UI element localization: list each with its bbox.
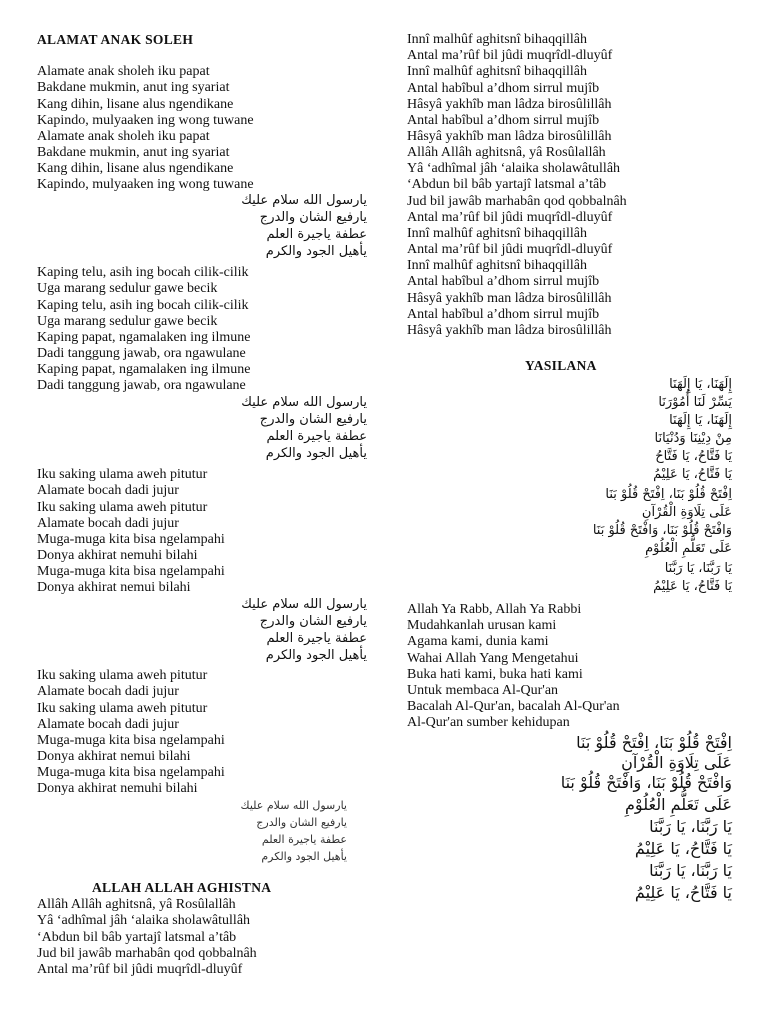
lyric-line: Jud bil jawâb marhabân qod qobbalnâh — [37, 946, 257, 961]
lyric-line: Kang dihin, lisane alus ngendikane — [37, 97, 234, 112]
lyric-line: Alamate bocah dadi jujur — [37, 516, 179, 531]
lyric-line: Antal ma’rûf bil jûdi muqrîdl-dluyûf — [407, 48, 613, 63]
lyric-line: Allâh Allâh aghitsnâ, yâ Rosûlallâh — [407, 145, 606, 160]
lyric-line: Dadi tanggung jawab, ora ngawulane — [37, 378, 246, 393]
arabic-line: يأهيل الجود والكرم — [261, 850, 347, 863]
lyric-line: Antal habîbul a’dhom sirrul mujîb — [407, 307, 600, 322]
lyric-line: Agama kami, dunia kami — [407, 634, 549, 649]
lyric-line: Alamate anak sholeh iku papat — [37, 129, 210, 144]
lyric-line: Antal ma’rûf bil jûdi muqrîdl-dluyûf — [37, 962, 243, 977]
lyric-line: Yâ ‘adhîmal jâh ‘alaika sholawâtullâh — [407, 161, 621, 176]
lyric-line: Iku saking ulama aweh pitutur — [37, 500, 208, 515]
arabic-line: عطفة ياجيرة العلم — [266, 631, 367, 646]
lyric-line: Innî malhûf aghitsnî bihaqqillâh — [407, 64, 588, 79]
lyric-line: Kang dihin, lisane alus ngendikane — [37, 161, 234, 176]
arabic-line: اِفْتَحْ قُلُوْ بَنَا، اِفْتَحْ قُلُوْ بَنَا — [576, 733, 732, 752]
lyric-line: Hâsyâ yakhîb man lâdza birosûlillâh — [407, 323, 612, 338]
lyric-line: Kaping papat, ngamalaken ing ilmune — [37, 362, 251, 377]
arabic-line: إِلَهَنَا، يَا إِلَهَنَا — [669, 413, 732, 428]
lyric-line: Al-Qur'an sumber kehidupan — [407, 715, 570, 730]
arabic-line: يَا فَتَّاحُ، يَا عَلِيْمُ — [653, 579, 732, 594]
arabic-line: عَلَى تَعَلُّمِ الْعُلُوْمِ — [625, 795, 732, 814]
lyric-line: Antal ma’rûf bil jûdi muqrîdl-dluyûf — [407, 242, 613, 257]
lyric-line: Muga-muga kita bisa ngelampahi — [37, 532, 225, 547]
arabic-line: يَا رَبَّنَا، يَا رَبَّنَا — [649, 817, 732, 836]
lyric-line: Uga marang sedulur gawe becik — [37, 281, 218, 296]
lyric-line: Donya akhirat nemuhi bilahi — [37, 781, 198, 796]
arabic-line: عَلَى تِلَاوَةِ الْقُرْآنِ — [641, 505, 732, 520]
lyric-line: Muga-muga kita bisa ngelampahi — [37, 564, 225, 579]
lyric-line: Kaping telu, asih ing bocah cilik-cilik — [37, 298, 249, 313]
arabic-line: إِلَهَنَا، يَا إِلَهَنَا — [669, 377, 732, 392]
lyric-line: Antal habîbul a’dhom sirrul mujîb — [407, 113, 600, 128]
lyric-line: Innî malhûf aghitsnî bihaqqillâh — [407, 258, 588, 273]
arabic-line: يارفيع الشان والدرج — [259, 614, 367, 629]
arabic-line: عَلَى تِلَاوَةِ الْقُرْآنِ — [621, 753, 732, 772]
arabic-line: وَافْتَحْ قُلُوْ بَنَا، وَافْتَحْ قُلُوْ بَنَا — [560, 773, 732, 792]
arabic-line: عطفة ياجيرة العلم — [266, 227, 367, 242]
arabic-line: عَلَى تَعَلُّمِ الْعُلُوْمِ — [645, 541, 732, 556]
lyric-line: Hâsyâ yakhîb man lâdza birosûlillâh — [407, 97, 612, 112]
lyric-line: Antal habîbul a’dhom sirrul mujîb — [407, 81, 600, 96]
arabic-line: يارسول الله سلام عليك — [241, 395, 367, 410]
lyric-line: Bacalah Al-Qur'an, bacalah Al-Qur'an — [407, 699, 620, 714]
lyric-line: Innî malhûf aghitsnî bihaqqillâh — [407, 226, 588, 241]
arabic-line: يَا فَتَّاحُ، يَا عَلِيْمُ — [653, 467, 732, 482]
lyric-line: Untuk membaca Al-Qur'an — [407, 683, 559, 698]
lyric-line: Iku saking ulama aweh pitutur — [37, 668, 208, 683]
lyric-line: Iku saking ulama aweh pitutur — [37, 467, 208, 482]
arabic-line: يأهيل الجود والكرم — [265, 244, 367, 259]
lyric-line: Kaping telu, asih ing bocah cilik-cilik — [37, 265, 249, 280]
arabic-line: يَا فَتَّاحُ، يَا فَتَّاحُ — [655, 449, 732, 464]
lyric-line: Allah Ya Rabb, Allah Ya Rabbi — [407, 602, 582, 617]
lyric-line: Iku saking ulama aweh pitutur — [37, 701, 208, 716]
arabic-line: يَا فَتَّاحُ، يَا عَلِيْمُ — [634, 839, 732, 858]
lyric-line: ‘Abdun bil bâb yartajî latsmal a’tâb — [37, 930, 237, 945]
arabic-line: يأهيل الجود والكرم — [265, 648, 367, 663]
lyric-line: Alamate anak sholeh iku papat — [37, 64, 210, 79]
lyric-line: Buka hati kami, buka hati kami — [407, 667, 583, 682]
lyric-line: Donya akhirat nemui bilahi — [37, 580, 191, 595]
lyric-line: Antal ma’rûf bil jûdi muqrîdl-dluyûf — [407, 210, 613, 225]
arabic-line: يأهيل الجود والكرم — [265, 446, 367, 461]
arabic-line: يارسول الله سلام عليك — [241, 597, 367, 612]
arabic-line: يارفيع الشان والدرج — [259, 210, 367, 225]
arabic-line: يَا رَبَّنَا، يَا رَبَّنَا — [649, 861, 732, 880]
lyric-line: Kaping papat, ngamalaken ing ilmune — [37, 330, 251, 345]
lyric-line: Wahai Allah Yang Mengetahui — [407, 651, 579, 666]
lyric-line: Jud bil jawâb marhabân qod qobbalnâh — [407, 194, 627, 209]
arabic-line: يارفيع الشان والدرج — [256, 816, 347, 829]
lyric-line: Innî malhûf aghitsnî bihaqqillâh — [407, 32, 588, 47]
lyric-line: Alamate bocah dadi jujur — [37, 684, 179, 699]
lyric-line: Donya akhirat nemui bilahi — [37, 749, 191, 764]
title-alamat-anak-soleh: ALAMAT ANAK SOLEH — [37, 32, 194, 47]
arabic-line: يارسول الله سلام عليك — [241, 193, 367, 208]
arabic-line: يَا فَتَّاحُ، يَا عَلِيْمُ — [634, 883, 732, 902]
lyric-line: Kapindo, mulyaaken ing wong tuwane — [37, 177, 254, 192]
lyric-line: Hâsyâ yakhîb man lâdza birosûlillâh — [407, 129, 612, 144]
arabic-line: يارفيع الشان والدرج — [259, 412, 367, 427]
arabic-line: اِفْتَحْ قُلُوْ بَنَا، اِفْتَحْ قُلُوْ بَنَا — [605, 487, 732, 502]
lyric-line: Donya akhirat nemuhi bilahi — [37, 548, 198, 563]
lyric-line: Alamate bocah dadi jujur — [37, 483, 179, 498]
title-allah-allah-aghistna: ALLAH ALLAH AGHISTNA — [92, 880, 272, 895]
lyric-line: Mudahkanlah urusan kami — [407, 618, 557, 633]
lyric-line: Yâ ‘adhîmal jâh ‘alaika sholawâtullâh — [37, 913, 251, 928]
arabic-line: عطفة ياجيرة العلم — [261, 833, 347, 846]
lyric-line: Antal habîbul a’dhom sirrul mujîb — [407, 274, 600, 289]
lyric-line: Uga marang sedulur gawe becik — [37, 314, 218, 329]
lyric-line: Alamate bocah dadi jujur — [37, 717, 179, 732]
arabic-line: وَافْتَحْ قُلُوْ بَنَا، وَافْتَحْ قُلُوْ بَنَا — [592, 523, 732, 538]
arabic-line: يَا رَبَّنَا، يَا رَبَّنَا — [664, 561, 732, 576]
lyric-line: Kapindo, mulyaaken ing wong tuwane — [37, 113, 254, 128]
lyric-line: Dadi tanggung jawab, ora ngawulane — [37, 346, 246, 361]
arabic-line: يارسول الله سلام عليك — [240, 799, 347, 812]
lyric-line: Hâsyâ yakhîb man lâdza birosûlillâh — [407, 291, 612, 306]
lyric-line: Muga-muga kita bisa ngelampahi — [37, 733, 225, 748]
title-yasilana: YASILANA — [525, 358, 597, 373]
arabic-line: يَسِّرْ لَنَا أُمُوْرَنَا — [658, 395, 732, 410]
lyric-line: Bakdane mukmin, anut ing syariat — [37, 145, 230, 160]
lyric-line: Bakdane mukmin, anut ing syariat — [37, 80, 230, 95]
lyric-line: ‘Abdun bil bâb yartajî latsmal a’tâb — [407, 177, 607, 192]
arabic-line: مِنْ دِيْنِنَا وَدُنْيَانَا — [654, 431, 732, 446]
arabic-line: عطفة ياجيرة العلم — [266, 429, 367, 444]
lyric-line: Muga-muga kita bisa ngelampahi — [37, 765, 225, 780]
lyric-line: Allâh Allâh aghitsnâ, yâ Rosûlallâh — [37, 897, 236, 912]
